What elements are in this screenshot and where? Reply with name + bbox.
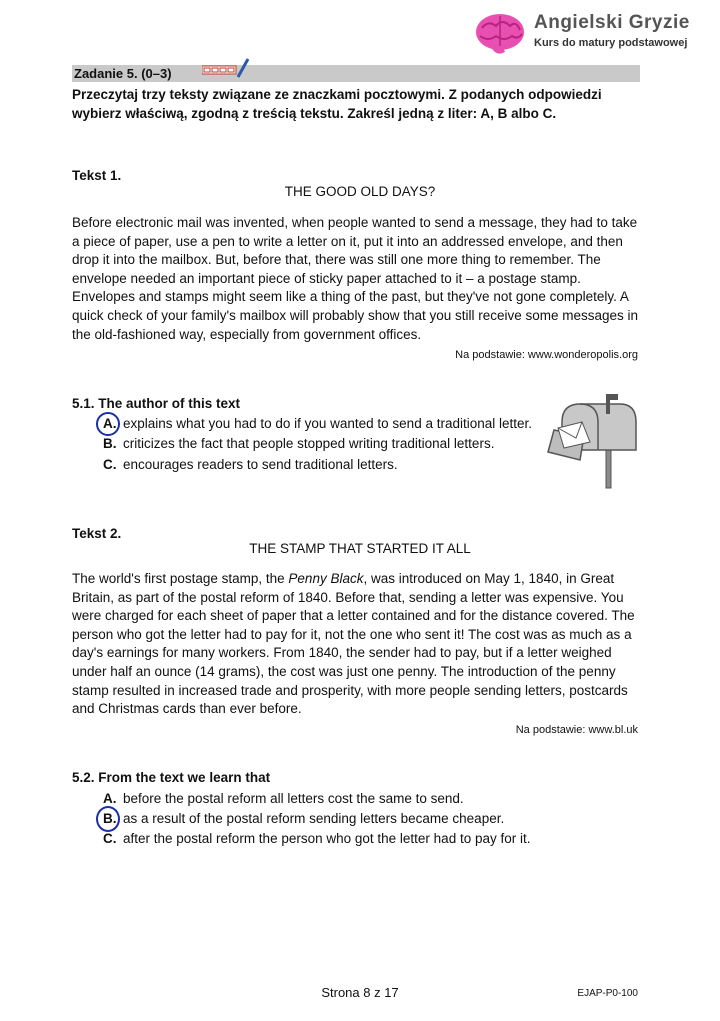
q2-option-a[interactable] xyxy=(103,789,464,809)
q1-answer-circle xyxy=(96,412,120,436)
q2-number: 5.2. xyxy=(72,770,95,785)
brand-name: Angielski Gryzie xyxy=(534,12,690,33)
q2-stem: From the text we learn that xyxy=(98,770,271,785)
task-instruction: Przeczytaj trzy teksty związane ze znaczkami pocztowymi. Z podanych odpowiedzi wybierz właściwą, zgodną z treścią tekstu. Zakreśl jedną z liter: A, B albo C. xyxy=(72,87,602,121)
q2-answer-circle xyxy=(96,806,120,832)
q2-option-b-text: as a result of the postal reform sending letters became cheaper. xyxy=(123,811,505,826)
text2-body-post: , was introduced on May 1, 1840, in Great Britain, as part of the postal reform of 1840. Before that, sending a letter was expensive. You were charged for each sheet of paper that a letter contained and for the distance covered. The person who got the letter had to pay for it, not the one who sent it! The cost was as much as a day's earnings for many workers. From 1840, the sender had to pay, but if a letter weighed under half an ounce (14 grams), the cost was just one penny. The introduction of the penny stamp resulted in increased trade and prosperity, with more people sending letters, postcards and Christmas cards than ever before. xyxy=(72,571,635,717)
q2-option-b[interactable] xyxy=(103,809,504,829)
q2-option-a-text: before the postal reform all letters cost the same to send. xyxy=(123,791,464,806)
q1-option-c[interactable] xyxy=(103,455,398,475)
q1-stem: The author of this text xyxy=(98,396,241,411)
q1-option-a-text: explains what you had to do if you wanted to send a traditional letter. xyxy=(123,416,533,431)
text1-title: THE GOOD OLD DAYS? xyxy=(284,184,436,199)
text1-source: Na podstawie: www.wonderopolis.org xyxy=(455,349,638,361)
q1-option-a-letter: A. xyxy=(103,416,117,431)
text2-body xyxy=(72,570,642,719)
text1-label: Tekst 1. xyxy=(72,168,122,183)
q1-option-c-letter: C. xyxy=(103,457,117,472)
text2-title: THE STAMP THAT STARTED IT ALL xyxy=(249,541,471,556)
q2-option-c-letter: C. xyxy=(103,831,117,846)
q2-heading xyxy=(72,770,270,785)
task-title: Zadanie 5. (0–3) xyxy=(74,66,172,81)
q1-option-b[interactable] xyxy=(103,434,494,454)
text2-source: Na podstawie: www.bl.uk xyxy=(515,724,638,736)
mailbox-icon xyxy=(540,392,640,490)
q2-option-a-letter: A. xyxy=(103,791,117,806)
q1-option-c-text: encourages readers to send traditional letters. xyxy=(123,457,398,472)
brand-logo xyxy=(472,10,692,58)
text2-label: Tekst 2. xyxy=(72,526,122,541)
page-number: Strona 8 z 17 xyxy=(321,985,399,1000)
text2-body-italic: Penny Black xyxy=(288,571,364,586)
q2-option-c-text: after the postal reform the person who got the letter had to pay for it. xyxy=(123,831,531,846)
brand-subtitle: Kurs do matury podstawowej xyxy=(534,37,688,49)
q2-option-c[interactable] xyxy=(103,829,530,849)
q1-option-b-letter: B. xyxy=(103,436,117,451)
q1-option-b-text: criticizes the fact that people stopped writing traditional letters. xyxy=(123,436,495,451)
pencil-points-icon xyxy=(202,57,252,81)
q1-heading xyxy=(72,396,240,411)
text1-body: Before electronic mail was invented, when people wanted to send a message, they had to take a piece of paper, use a pen to write a letter on it, put it into an addressed envelope, and then drop it into the mailbox. But, before that, there was still one more thing to remember. The envelope needed an important piece of sticky paper attached to it – a postage stamp. Envelopes and stamps might seem like a thing of the past, but they've not gone completely. A quick check of your family's mailbox will probably show that you still receive some messages in the old-fashioned way, especially from government offices. xyxy=(72,215,639,342)
q1-number: 5.1. xyxy=(72,396,95,411)
task-header xyxy=(72,65,640,82)
q2-option-b-letter: B. xyxy=(103,811,117,826)
brain-icon xyxy=(472,10,528,56)
q1-option-a[interactable] xyxy=(103,414,532,434)
text2-body-pre: The world's first postage stamp, the xyxy=(72,571,289,586)
exam-code: EJAP-P0-100 xyxy=(577,988,638,999)
